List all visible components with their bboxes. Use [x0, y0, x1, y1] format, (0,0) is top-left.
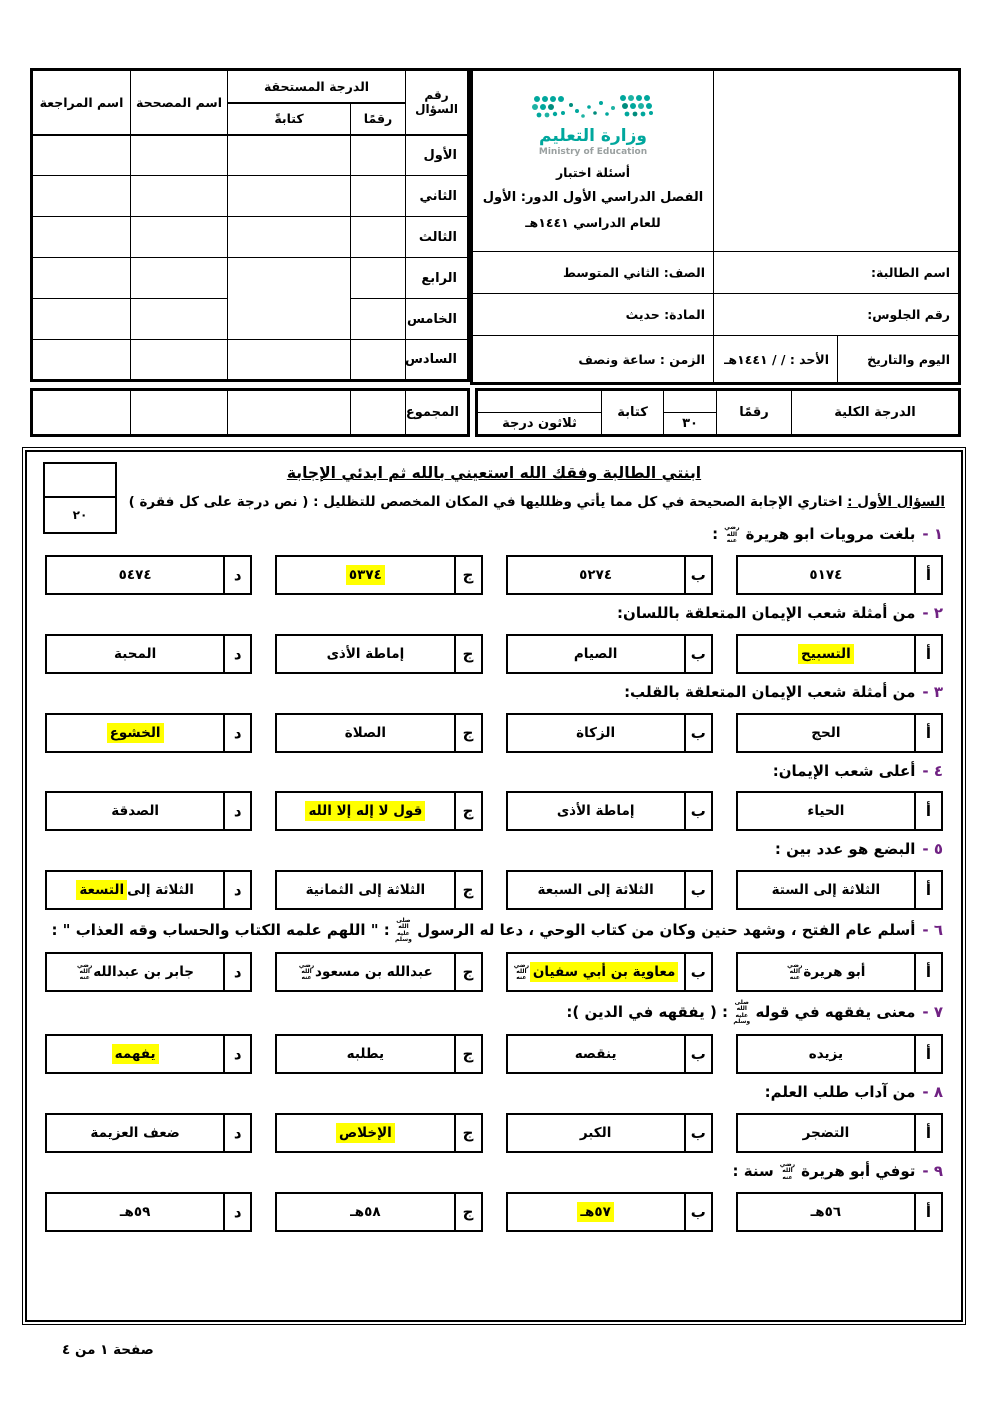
option-letter: ج — [454, 1036, 481, 1072]
total-written-value: ثلاثون درجة — [502, 416, 577, 431]
grade-reviewer-cell[interactable] — [32, 340, 131, 381]
questions-list — [43, 524, 945, 1232]
option-text: ينقصه — [574, 1046, 617, 1063]
grade-corrector-cell[interactable] — [131, 135, 228, 176]
option-letter: ج — [454, 954, 481, 990]
option-box-ب[interactable] — [506, 1113, 713, 1153]
col-written: كتابةً — [228, 103, 351, 135]
col-numeric: رقمًا — [351, 103, 406, 135]
student-name-label[interactable]: اسم الطالبة: — [714, 252, 960, 294]
section-score-box — [43, 462, 117, 534]
option-text: المحبة — [114, 645, 157, 662]
question-number: ٥ - — [922, 840, 943, 859]
question-block — [43, 603, 945, 674]
option-text: الثلاثة إلى الثمانية — [305, 882, 426, 898]
option-box-ب[interactable] — [506, 952, 713, 992]
question-number: ٤ - — [922, 761, 943, 780]
option-box-ج[interactable] — [275, 1034, 482, 1074]
question-block — [43, 839, 945, 910]
options-row — [45, 1113, 943, 1153]
option-letter: أ — [914, 557, 941, 593]
question-block — [43, 682, 945, 753]
option-text: إماطة الأذى — [326, 645, 405, 662]
option-text: ضعف العزيمة — [90, 1125, 180, 1142]
option-box-ج[interactable] — [275, 791, 482, 831]
option-text: عبدالله بن مسعود رضي الله عنه — [298, 961, 433, 982]
option-letter: ب — [684, 1115, 711, 1151]
option-box-أ[interactable] — [736, 952, 943, 992]
col-corrector-name: اسم المصححة — [131, 70, 228, 135]
question-line — [43, 1161, 943, 1183]
option-letter: ج — [454, 793, 481, 829]
option-text: الصدقة — [111, 803, 160, 820]
question-text: البضع هو عدد بين : — [774, 840, 916, 859]
question-line — [43, 603, 943, 625]
question-text: أسلم عام الفتح ، وشهد حنين وكان من كتاب الوحي ، دعا له الرسول صلى الله عليه وسلم : " اللهم علمه الكتاب والحساب وقه العذاب " : — [51, 917, 916, 943]
grade-corrector-cell[interactable] — [131, 258, 228, 299]
ra-symbol: رضي الله عنه — [77, 961, 93, 982]
option-box-د[interactable] — [45, 713, 252, 753]
col-question-number: رقم السؤال — [406, 70, 469, 135]
option-text: يزيده — [808, 1046, 844, 1063]
grading-row-label: الثالث — [406, 217, 469, 258]
grading-row-label: السادس — [406, 340, 469, 381]
ministry-logo-dots — [527, 93, 659, 123]
question-line — [43, 524, 943, 546]
col-reviewer-name: اسم المراجعة — [32, 70, 131, 135]
question-block — [43, 1161, 945, 1232]
grade-corrector-cell[interactable] — [131, 299, 228, 340]
grading-row-label: الخامس — [406, 299, 469, 340]
option-text: الثلاثة إلى الستة — [771, 882, 881, 898]
highlighted-answer: يفهمه — [112, 1044, 159, 1064]
option-box-د[interactable] — [45, 1192, 252, 1232]
ra-symbol: رضي الله عنه — [787, 961, 803, 982]
page-indicator: صفحة ١ من ٤ — [62, 1342, 154, 1358]
question-text: معنى يفقهه في قوله صلى الله عليه وسلم : ( يفقهه في الدين ): — [566, 999, 916, 1026]
sum-corrector-cell[interactable] — [131, 390, 228, 436]
student-info-blank-cell[interactable] — [714, 70, 960, 252]
grade-written-cell[interactable] — [228, 176, 351, 217]
total-grade-label: الدرجة الكلية — [792, 390, 960, 436]
question-number: ١ - — [922, 525, 943, 544]
grade-reviewer-cell[interactable] — [32, 135, 131, 176]
option-text: أبو هريرة رضي الله عنه — [787, 961, 866, 982]
total-numeric-label: رقمًا — [717, 390, 792, 436]
option-box-د[interactable] — [45, 952, 252, 992]
option-box-د[interactable] — [45, 870, 252, 910]
highlighted-answer: الخشوع — [107, 723, 164, 743]
question-line — [43, 1082, 943, 1104]
option-text — [277, 1115, 453, 1151]
option-text: ٥١٧٤ — [809, 567, 843, 583]
question1-instruction — [43, 492, 945, 512]
option-text — [277, 557, 453, 593]
option-letter: د — [223, 1115, 250, 1151]
option-box-ب[interactable] — [506, 791, 713, 831]
ra-symbol: رضي الله عنه — [779, 1161, 796, 1181]
sum-row — [30, 388, 470, 437]
section-score-earned-cell[interactable] — [45, 464, 115, 498]
option-letter: ج — [454, 1115, 481, 1151]
total-written-label: كتابة — [602, 390, 664, 436]
option-letter: ب — [684, 1036, 711, 1072]
highlighted-answer: ٥٧هـ — [577, 1202, 613, 1222]
option-letter: أ — [914, 636, 941, 672]
options-row — [45, 713, 943, 753]
option-box-ج[interactable] — [275, 1113, 482, 1153]
option-text — [47, 715, 223, 751]
greeting-line: ابنتي الطالبة وفقك الله استعيني بالله ثم ابدئي الإجابة — [286, 464, 702, 482]
option-box-د[interactable] — [45, 634, 252, 674]
grade-numeric-cell[interactable] — [351, 299, 406, 340]
exam-year: للعام الدراسي ١٤٤١هـ — [525, 214, 661, 230]
sum-written-cell[interactable] — [228, 390, 351, 436]
option-box-أ[interactable] — [736, 555, 943, 595]
option-box-ب[interactable] — [506, 870, 713, 910]
option-letter: أ — [914, 1194, 941, 1230]
question-block — [43, 918, 945, 992]
section-score-total: ٢٠ — [72, 508, 88, 522]
ministry-name-en: Ministry of Education — [538, 146, 648, 157]
question-number: ٣ - — [922, 682, 943, 701]
exam-body — [25, 450, 963, 1322]
grade-written-cell[interactable] — [228, 217, 351, 258]
highlighted-answer: قول لا إله إلا الله — [305, 801, 425, 821]
ministry-block — [472, 70, 714, 252]
question-number: ٧ - — [922, 1003, 943, 1022]
grade-corrector-cell[interactable] — [131, 176, 228, 217]
question-line — [43, 839, 943, 861]
highlighted-answer: التسبيح — [798, 644, 854, 664]
grade-numeric-cell[interactable] — [351, 135, 406, 176]
col-due-grade: الدرجة المستحقة — [228, 70, 406, 103]
grading-row-label: الرابع — [406, 258, 469, 299]
option-letter: ب — [684, 793, 711, 829]
info-table — [470, 68, 961, 385]
option-letter: أ — [914, 715, 941, 751]
grade-written-cell[interactable] — [228, 340, 351, 381]
sum-numeric-cell[interactable] — [351, 390, 406, 436]
grade-reviewer-cell[interactable] — [32, 217, 131, 258]
total-written-cell[interactable] — [477, 390, 602, 436]
option-box-أ[interactable] — [736, 870, 943, 910]
option-text: ٥٦هـ — [810, 1203, 842, 1220]
option-text: جابر بن عبدالله رضي الله عنه — [77, 961, 195, 982]
option-box-ب[interactable] — [506, 1034, 713, 1074]
grade-written-cell[interactable] — [228, 135, 351, 176]
option-letter: أ — [914, 1036, 941, 1072]
option-text: التضجر — [802, 1125, 850, 1142]
ra-symbol: رضي الله عنه — [298, 961, 315, 982]
ra-symbol: رضي الله عنه — [513, 961, 530, 982]
ministry-name-ar: وزارة التعليم — [539, 125, 647, 146]
option-text: الزكاة — [576, 724, 616, 741]
option-letter: ب — [684, 636, 711, 672]
grade-corrector-cell[interactable] — [131, 340, 228, 381]
option-letter: أ — [914, 793, 941, 829]
option-letter: ب — [684, 557, 711, 593]
sum-label: المجموع — [406, 390, 469, 436]
class-value: الصف: الثاني المتوسط — [472, 252, 714, 294]
option-box-ب[interactable] — [506, 634, 713, 674]
question-block — [43, 1082, 945, 1153]
grade-reviewer-cell[interactable] — [32, 299, 131, 340]
option-box-أ[interactable] — [736, 634, 943, 674]
exam-title: أسئلة اختبار — [555, 164, 631, 180]
question-number: ٢ - — [922, 604, 943, 622]
options-row — [45, 634, 943, 674]
option-letter: د — [223, 793, 250, 829]
exam-term: الفصل الدراسي الأول الدور: الأول — [482, 189, 704, 205]
grade-numeric-cell[interactable] — [351, 258, 406, 299]
options-row — [45, 1034, 943, 1074]
option-letter: ب — [684, 1194, 711, 1230]
question1-label: السؤال الأول : — [847, 494, 945, 510]
option-text: الصيام — [573, 645, 618, 662]
option-letter: ب — [684, 715, 711, 751]
options-row — [45, 791, 943, 831]
option-letter: د — [223, 872, 250, 908]
grade-numeric-cell[interactable] — [351, 217, 406, 258]
total-grade-strip — [475, 388, 961, 437]
pbuh-symbol: صلى الله عليه وسلم — [733, 999, 751, 1026]
option-letter: ب — [684, 872, 711, 908]
options-row — [45, 952, 943, 992]
ra-symbol: رضي الله عنه — [724, 524, 740, 544]
option-box-د[interactable] — [45, 791, 252, 831]
option-text: ٥٨هـ — [350, 1203, 381, 1220]
option-letter: ب — [684, 954, 711, 990]
grading-row-label: الأول — [406, 135, 469, 176]
total-numeric-value: ٣٠ — [682, 416, 698, 431]
option-letter: د — [223, 636, 250, 672]
option-letter: أ — [914, 954, 941, 990]
option-text: الصلاة — [344, 724, 386, 741]
option-letter: د — [223, 1036, 250, 1072]
option-letter: ج — [454, 557, 481, 593]
option-text — [738, 636, 914, 672]
option-letter: ج — [454, 1194, 481, 1230]
option-text: الثلاثة إلى التسعة — [47, 872, 223, 908]
question-line — [43, 1000, 943, 1025]
option-letter: د — [223, 557, 250, 593]
option-letter: ج — [454, 715, 481, 751]
seat-number-label[interactable]: رقم الجلوس: — [714, 294, 960, 336]
option-box-ج[interactable] — [275, 1192, 482, 1232]
question-number: ٦ - — [922, 921, 943, 940]
option-text: ٥٢٧٤ — [579, 567, 613, 583]
grade-corrector-cell[interactable] — [131, 217, 228, 258]
option-box-ج[interactable] — [275, 870, 482, 910]
question-text: من آداب طلب العلم: — [764, 1083, 916, 1102]
options-row — [45, 870, 943, 910]
grading-table — [30, 68, 470, 382]
grading-row-label: الثاني — [406, 176, 469, 217]
option-box-ج[interactable] — [275, 952, 482, 992]
options-row — [45, 555, 943, 595]
total-numeric-cell[interactable] — [664, 390, 717, 436]
highlighted-answer: ٥٣٧٤ — [346, 565, 385, 585]
option-text — [277, 793, 453, 829]
option-box-ج[interactable] — [275, 634, 482, 674]
question-block — [43, 761, 945, 832]
highlighted-answer: الإخلاص — [336, 1123, 395, 1143]
option-letter: ج — [454, 872, 481, 908]
question-text: بلغت مرويات ابو هريرة رضي الله عنه : — [712, 524, 916, 544]
option-text: الحج — [811, 724, 841, 741]
option-letter: د — [223, 954, 250, 990]
highlighted-answer: التسعة — [76, 880, 127, 900]
question-block — [43, 1000, 945, 1074]
option-box-أ[interactable] — [736, 713, 943, 753]
option-text: ٥٤٧٤ — [118, 567, 152, 583]
question-number: ٩ - — [922, 1162, 943, 1181]
option-text: الكبر — [579, 1125, 612, 1142]
option-box-ب[interactable] — [506, 555, 713, 595]
option-text: الثلاثة إلى السبعة — [537, 882, 654, 898]
question-text: توفي أبو هريرة رضي الله عنه سنة : — [732, 1161, 916, 1181]
option-box-أ[interactable] — [736, 1034, 943, 1074]
option-box-ب[interactable] — [506, 1192, 713, 1232]
option-text: إماطة الأذى — [556, 803, 635, 820]
question-text: أعلى شعب الإيمان: — [772, 761, 916, 780]
grade-written-cell[interactable] — [228, 258, 351, 340]
question-line — [43, 918, 943, 943]
option-text — [47, 1036, 223, 1072]
question-line — [43, 761, 943, 783]
option-box-د[interactable] — [45, 555, 252, 595]
grade-numeric-cell[interactable] — [351, 340, 406, 381]
pbuh-symbol: صلى الله عليه وسلم — [395, 917, 412, 943]
option-letter: ج — [454, 636, 481, 672]
question1-instruction-text: اختاري الإجابة الصحيحة في كل مما يأتي وظلليها في المكان المخصص للتظليل : ( نص درجة على كل فقرة ) — [128, 494, 843, 510]
option-letter: أ — [914, 872, 941, 908]
option-box-ج[interactable] — [275, 555, 482, 595]
options-row — [45, 1192, 943, 1232]
question-text: من أمثلة شعب الإيمان المتعلقة بالقلب: — [624, 682, 916, 701]
question-number: ٨ - — [922, 1083, 943, 1102]
grade-reviewer-cell[interactable] — [32, 176, 131, 217]
question-line — [43, 682, 943, 704]
option-box-د[interactable] — [45, 1113, 252, 1153]
option-text — [508, 1194, 684, 1230]
time-value: الزمن : ساعة ونصف — [472, 336, 714, 384]
question-text: من أمثلة شعب الإيمان المتعلقة باللسان: — [617, 604, 916, 622]
highlighted-answer: معاوية بن أبي سفيان — [530, 962, 678, 982]
option-text: ٥٩هـ — [119, 1203, 151, 1220]
option-box-ج[interactable] — [275, 713, 482, 753]
option-letter: د — [223, 715, 250, 751]
day-date-value[interactable]: الأحد : / / ١٤٤١هـ — [714, 336, 838, 384]
option-box-أ[interactable] — [736, 791, 943, 831]
option-text — [508, 954, 684, 990]
option-box-ب[interactable] — [506, 713, 713, 753]
subject-value: المادة: حديث — [472, 294, 714, 336]
grade-numeric-cell[interactable] — [351, 176, 406, 217]
option-letter: د — [223, 1194, 250, 1230]
grade-reviewer-cell[interactable] — [32, 258, 131, 299]
sum-reviewer-cell[interactable] — [32, 390, 131, 436]
option-box-د[interactable] — [45, 1034, 252, 1074]
option-text: يطلبه — [346, 1046, 385, 1063]
question-block — [43, 524, 945, 595]
option-text: الحياء — [807, 803, 845, 820]
option-box-أ[interactable] — [736, 1192, 943, 1232]
option-box-أ[interactable] — [736, 1113, 943, 1153]
option-letter: أ — [914, 1115, 941, 1151]
day-date-label: اليوم والتاريخ — [838, 336, 960, 384]
